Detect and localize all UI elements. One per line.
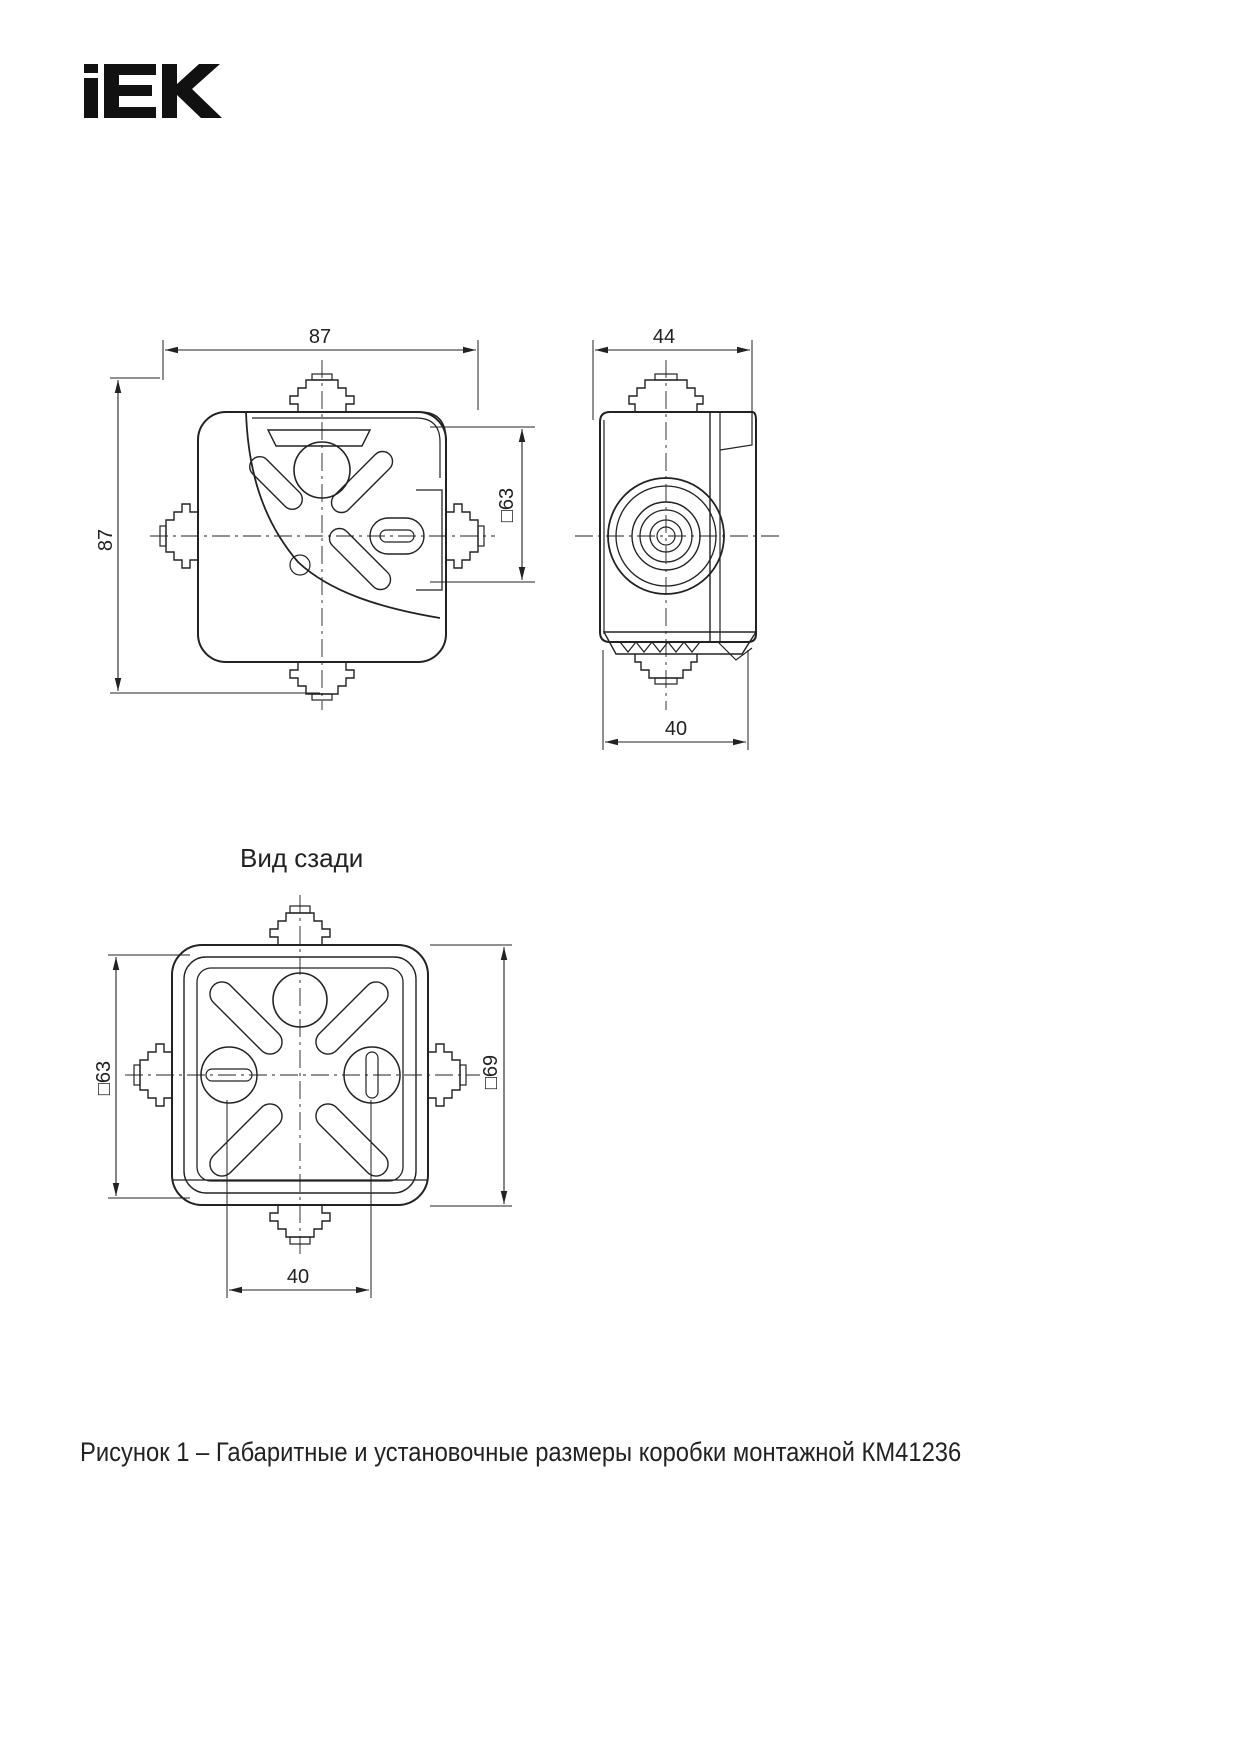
rear-view-title: Вид сзади	[240, 843, 364, 873]
front-height-label: 87	[95, 528, 117, 552]
front-width-label: 87	[308, 326, 332, 348]
front-square-label: □63	[496, 487, 518, 523]
rear-bottom-label: 40	[286, 1266, 310, 1288]
rear-right-square-label: □69	[480, 1054, 502, 1090]
side-view	[575, 340, 780, 750]
figure-caption: Рисунок 1 – Габаритные и установочные размеры коробки монтажной КМ41236	[80, 1437, 962, 1467]
front-view	[110, 340, 535, 710]
side-depth-bottom-label: 40	[664, 718, 688, 740]
rear-left-square-label: □63	[93, 1060, 115, 1096]
rear-view	[108, 895, 512, 1298]
side-depth-top-label: 44	[652, 326, 676, 348]
